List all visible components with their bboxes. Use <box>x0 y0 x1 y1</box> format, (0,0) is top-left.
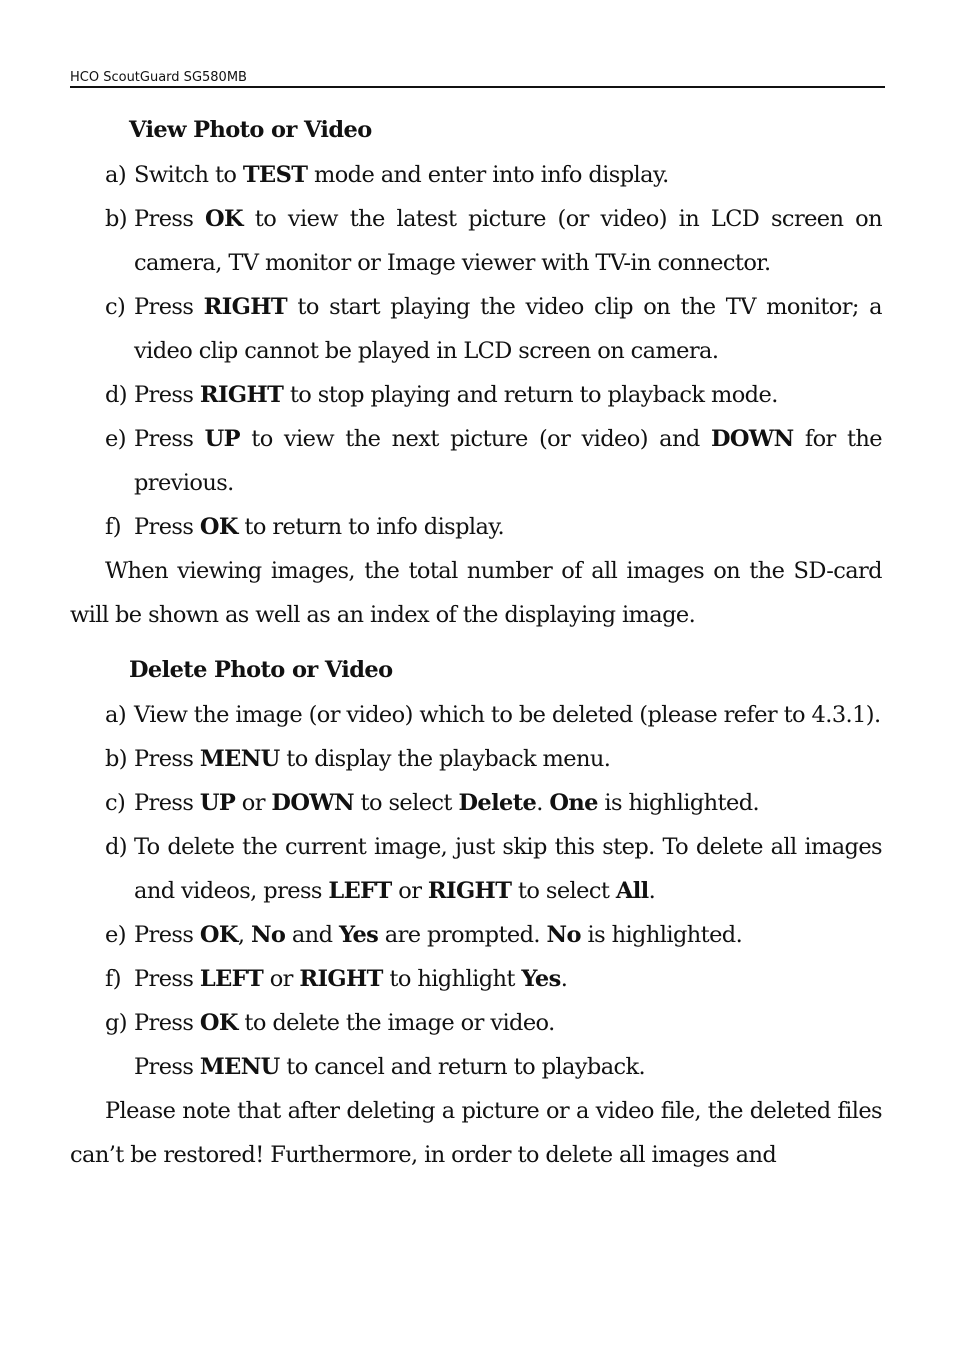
list-marker: b) <box>105 206 127 232</box>
bold-keyword: Yes <box>521 966 561 992</box>
text-run: View the image (or video) which to be deleted (please refer to 4.3.1). <box>134 702 881 728</box>
text-run: to view the latest picture (or video) in LCD screen on camera, TV monitor or Image viewer with TV-in connector. <box>134 206 882 276</box>
list-marker: g) <box>105 1010 127 1036</box>
list-item-text <box>134 702 881 728</box>
list-item <box>70 913 882 957</box>
delete-note-paragraph: Please note that after deleting a picture or a video file, the deleted files can’t be restored! Furthermore, in order to delete all images and <box>70 1098 882 1168</box>
list-item-text <box>134 294 882 364</box>
text-run: for the previous. <box>134 426 883 496</box>
list-item-text <box>134 382 778 408</box>
bold-keyword: RIGHT <box>299 966 383 992</box>
bold-keyword: RIGHT <box>427 878 512 904</box>
delete-steps-list <box>70 693 882 1045</box>
list-marker: f) <box>105 966 121 992</box>
text-run: to view the next picture (or video) and <box>239 426 711 452</box>
page-content <box>70 107 882 1177</box>
bold-keyword: RIGHT <box>199 382 284 408</box>
text-run: . <box>536 790 550 816</box>
bold-keyword: UP <box>199 790 236 816</box>
list-marker: f) <box>105 514 121 540</box>
list-marker: c) <box>105 294 126 320</box>
view-steps-list <box>70 153 882 549</box>
list-marker: b) <box>105 746 127 772</box>
text-run: Press <box>134 1054 200 1080</box>
section-heading-delete: Delete Photo or Video <box>129 657 393 683</box>
text-run: to delete the image or video. <box>237 1010 555 1036</box>
list-marker: e) <box>105 426 126 452</box>
list-item-text <box>134 966 567 992</box>
list-item <box>70 781 882 825</box>
list-marker: a) <box>105 162 126 188</box>
list-item <box>70 417 882 505</box>
text-run: Press <box>134 382 200 408</box>
bold-keyword: RIGHT <box>203 294 288 320</box>
text-run: , <box>237 922 251 948</box>
text-run: to start playing the video clip on the TV monitor; a video clip cannot be played in LCD screen on camera. <box>134 294 882 364</box>
list-item <box>70 737 882 781</box>
text-run: Press <box>134 206 206 232</box>
text-run: is highlighted. <box>580 922 743 948</box>
text-run: . <box>648 878 656 904</box>
list-item <box>70 825 882 913</box>
bold-keyword: One <box>549 790 598 816</box>
bold-keyword: UP <box>204 426 240 452</box>
bold-keyword: OK <box>199 922 238 948</box>
text-run: or <box>263 966 300 992</box>
list-item <box>70 373 882 417</box>
bold-keyword: No <box>546 922 581 948</box>
list-item <box>70 1001 882 1045</box>
bold-keyword: DOWN <box>711 426 794 452</box>
text-run: Press <box>134 1010 200 1036</box>
text-run: mode and enter into info display. <box>307 162 669 188</box>
list-item <box>70 693 882 737</box>
list-marker: c) <box>105 790 126 816</box>
list-item-text <box>134 206 882 276</box>
list-item-text <box>134 746 610 772</box>
text-run: to highlight <box>382 966 522 992</box>
bold-keyword: LEFT <box>328 878 392 904</box>
list-item-text <box>134 162 669 188</box>
text-run: and <box>285 922 339 948</box>
text-run: to display the playback menu. <box>279 746 611 772</box>
bold-keyword: Yes <box>338 922 379 948</box>
bold-keyword: DOWN <box>271 790 354 816</box>
text-run: to return to info display. <box>237 514 505 540</box>
list-item <box>70 153 882 197</box>
list-item-text <box>134 922 742 948</box>
text-run: or <box>391 878 428 904</box>
list-item <box>70 197 882 285</box>
list-item-text <box>134 834 882 904</box>
text-run: . <box>560 966 568 992</box>
text-run: Press <box>134 426 205 452</box>
list-marker: d) <box>105 834 127 860</box>
list-item-text <box>134 426 882 496</box>
list-item-text <box>134 1010 555 1036</box>
list-item-text <box>134 514 504 540</box>
bold-keyword: MENU <box>199 746 280 772</box>
list-item-text <box>134 1054 645 1080</box>
list-item-continuation <box>70 1045 882 1089</box>
list-marker: a) <box>105 702 126 728</box>
text-run: Press <box>134 790 200 816</box>
text-run: Switch to <box>134 162 243 188</box>
bold-keyword: All <box>615 878 649 904</box>
bold-keyword: LEFT <box>199 966 264 992</box>
list-marker: e) <box>105 922 126 948</box>
text-run: is highlighted. <box>597 790 760 816</box>
header-title: HCO ScoutGuard SG580MB <box>70 70 247 85</box>
text-run: Press <box>134 966 200 992</box>
list-item-text <box>134 790 759 816</box>
list-marker: d) <box>105 382 127 408</box>
text-run: or <box>235 790 272 816</box>
bold-keyword: OK <box>199 1010 238 1036</box>
text-run: Press <box>134 294 204 320</box>
text-run: are prompted. <box>378 922 547 948</box>
text-run: To delete the current image, just skip this step. To delete all images and videos, press <box>134 834 882 904</box>
text-run: Press <box>134 746 200 772</box>
bold-keyword: TEST <box>242 162 308 188</box>
list-item <box>70 957 882 1001</box>
text-run: Press <box>134 922 200 948</box>
bold-keyword: OK <box>199 514 238 540</box>
page-header <box>70 66 885 88</box>
bold-keyword: MENU <box>199 1054 280 1080</box>
text-run: to select <box>353 790 459 816</box>
bold-keyword: No <box>250 922 286 948</box>
bold-keyword: Delete <box>458 790 537 816</box>
section-heading-view: View Photo or Video <box>129 117 372 143</box>
text-run: to stop playing and return to playback mode. <box>283 382 778 408</box>
view-note-paragraph: When viewing images, the total number of all images on the SD-card will be shown as well as an index of the displaying image. <box>70 558 882 628</box>
bold-keyword: OK <box>205 206 244 232</box>
list-item <box>70 505 882 549</box>
text-run: to cancel and return to playback. <box>279 1054 646 1080</box>
list-item <box>70 285 882 373</box>
text-run: to select <box>511 878 616 904</box>
text-run: Press <box>134 514 200 540</box>
